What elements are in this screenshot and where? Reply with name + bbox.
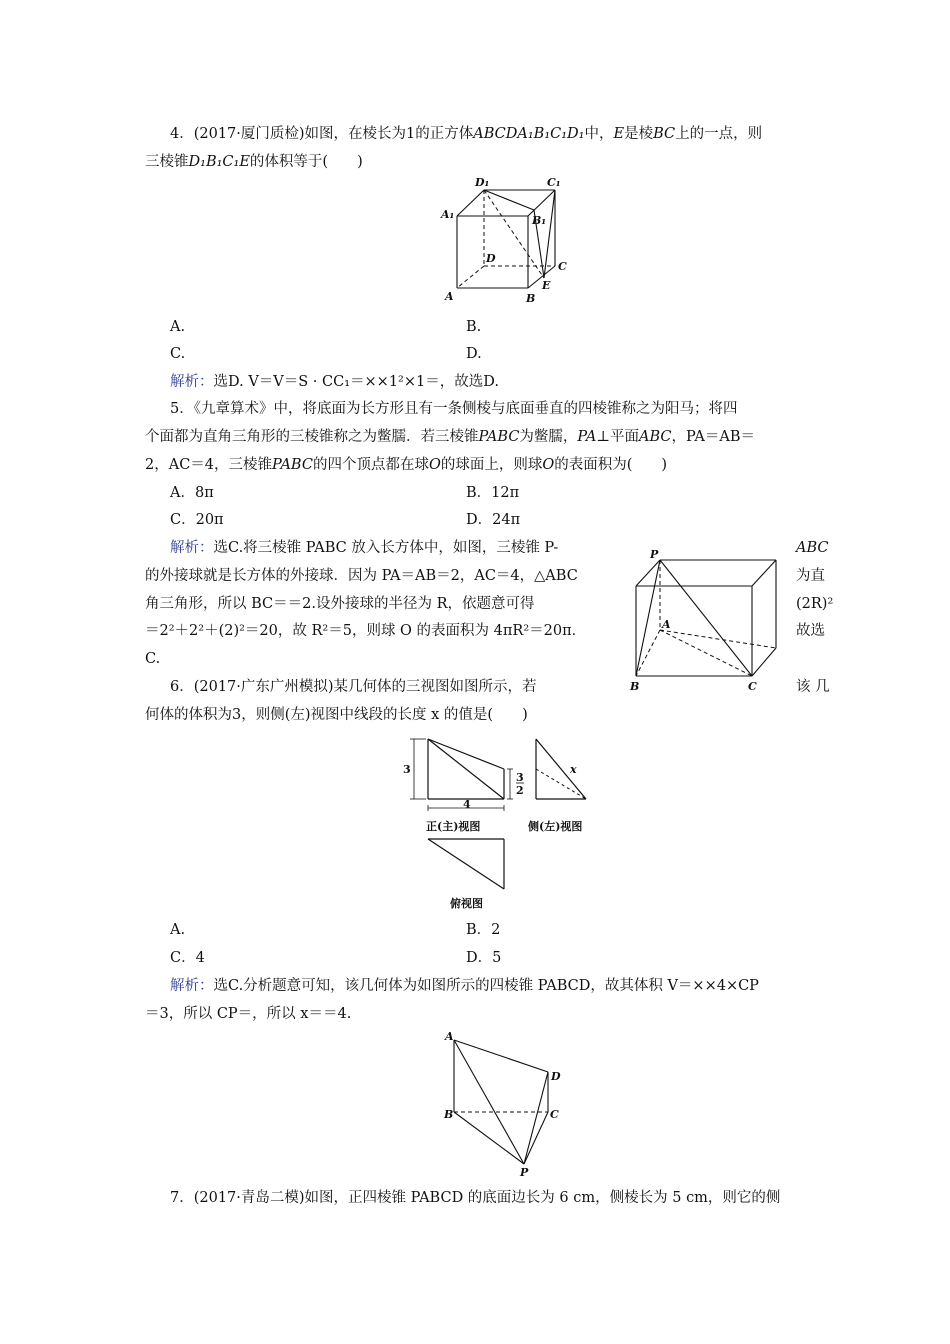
q6-caption-front: 正(主)视图 — [426, 820, 481, 833]
q5-label-b: B — [630, 680, 640, 693]
q4-label-c: C — [558, 260, 567, 273]
q6-option-a: A. — [170, 922, 186, 938]
q5-option-d: D．24π — [466, 512, 521, 528]
q6-stem-line1: 6．(2017·广东广州模拟)某几何体的三视图如图所示，若 — [170, 679, 537, 695]
q5-solution-right4: 故选 — [796, 623, 825, 639]
q6-solution-text: 选C.分析题意可知，该几何体为如图所示的四棱锥 PABCD，故其体积 V＝××4×CP — [213, 978, 759, 994]
q6-stem-line2: 何体的体积为3，则侧(左)视图中线段的长度 x 的值是( ) — [145, 707, 528, 723]
q6-dim-x: x — [570, 763, 577, 776]
solution-label: 解析： — [170, 978, 214, 994]
q5-text: ⊥平面 — [596, 429, 639, 445]
q6-option-c: C．4 — [170, 950, 205, 966]
q4-tetra-name: D₁B₁C₁E — [188, 154, 250, 170]
q6-caption-side: 侧(左)视图 — [528, 820, 583, 833]
q4-text: 上的一点，则 — [675, 126, 763, 142]
q4-label-a: A — [445, 290, 454, 303]
solution-label: 解析： — [170, 540, 214, 556]
q4-text: 中， — [584, 126, 614, 142]
q5-text: 的表面积为( ) — [554, 457, 668, 473]
q6-label-d: D — [551, 1070, 561, 1083]
q4-label-d: D — [486, 252, 496, 265]
q6-option-d: D．5 — [466, 950, 502, 966]
q5-stem-line2 — [145, 427, 755, 447]
q6-three-views-figure — [400, 735, 620, 915]
q4-option-d: D. — [466, 346, 482, 362]
q6-pyramid-figure — [440, 1030, 570, 1180]
q4-cube-figure — [440, 178, 580, 318]
q4-option-c: C. — [170, 346, 186, 362]
q5-option-c: C．20π — [170, 512, 224, 528]
q6-dim-frac-num: 3 — [516, 771, 524, 784]
q6-dim-width: 4 — [463, 798, 471, 811]
q6-dim-height: 3 — [403, 763, 411, 776]
q5-label-c: C — [748, 680, 757, 693]
q5-option-b: B．12π — [466, 485, 520, 501]
q4-text: 三棱锥 — [145, 154, 189, 170]
q4-solution-text: 选D. V＝V＝S · CC₁＝××1²×1＝，故选D. — [213, 374, 499, 390]
q4-cube-name: ABCDA₁B₁C₁D₁ — [473, 126, 585, 142]
q5-solution-right1 — [796, 538, 829, 558]
q6-solution-line1 — [170, 976, 759, 996]
q5-solution-line1 — [170, 538, 558, 558]
solution-label: 解析： — [170, 374, 214, 390]
q4-stem-line2 — [145, 152, 363, 172]
q7-stem-line1: 7．(2017·青岛二模)如图，正四棱锥 PABCD 的底面边长为 6 cm，侧棱长为 5 cm，则它的侧 — [170, 1190, 781, 1206]
q4-edge-bc: BC — [653, 126, 676, 142]
q6-label-b: B — [444, 1108, 454, 1121]
q5-solution-line5: C. — [145, 651, 161, 667]
q6-caption-top: 俯视图 — [450, 897, 483, 910]
q4-option-a: A. — [170, 319, 186, 335]
q5-var: PA — [577, 429, 597, 445]
q5-var: PABC — [478, 429, 520, 445]
q4-label-c1: C₁ — [547, 176, 561, 189]
q5-text: 为鳖臑， — [519, 429, 578, 445]
q4-stem-line1 — [170, 124, 762, 144]
q5-text: 2，AC＝4，三棱锥 — [145, 457, 273, 473]
q5-box-figure — [628, 548, 788, 696]
q4-label-b1: B₁ — [532, 214, 547, 227]
q4-text: 4．(2017·厦门质检)如图，在棱长为1的正方体 — [170, 126, 474, 142]
q5-var: ABC — [638, 429, 672, 445]
q5-text: ，PA＝AB＝ — [671, 429, 755, 445]
q5-text: 个面都为直角三角形的三棱锥称之为鳖臑．若三棱锥 — [145, 429, 479, 445]
q6-solution-line2: ＝3，所以 CP＝，所以 x＝＝4. — [145, 1006, 352, 1022]
q4-point-e: E — [613, 126, 625, 142]
q5-label-a: A — [662, 618, 671, 631]
q5-label-p: P — [650, 548, 659, 561]
q6-dim-frac-den: 2 — [516, 784, 524, 797]
q5-var: ABC — [796, 540, 829, 556]
q4-label-a1: A₁ — [441, 208, 455, 221]
q4-label-d1: D₁ — [475, 176, 490, 189]
q4-label-b: B — [526, 292, 536, 305]
q5-solution-right2: 为直 — [796, 568, 825, 584]
q5-var: O — [542, 457, 555, 473]
q6-option-b: B．2 — [466, 922, 501, 938]
q5-solution-line3: 角三角形，所以 BC＝＝2.设外接球的半径为 R，依题意可得 — [145, 596, 535, 612]
q5-stem-line3 — [145, 455, 667, 475]
q5-stem-line1: 5．《九章算术》中，将底面为长方形且有一条侧棱与底面垂直的四棱锥称之为阳马；将四 — [170, 401, 738, 417]
q4-text: 是棱 — [624, 126, 654, 142]
q5-solution-right3: (2R)² — [796, 596, 834, 612]
q6-stem-line1-right: 该 几 — [796, 679, 830, 695]
q6-label-p: P — [520, 1166, 529, 1179]
q4-label-e: E — [542, 279, 551, 292]
q6-label-c: C — [550, 1108, 559, 1121]
q6-label-a: A — [445, 1030, 454, 1043]
q4-solution — [170, 372, 499, 392]
q5-solution-text: 选C.将三棱锥 PABC 放入长方体中，如图，三棱锥 P- — [213, 540, 559, 556]
q4-option-b: B. — [466, 319, 482, 335]
q5-solution-line2: 的外接球就是长方体的外接球．因为 PA＝AB＝2，AC＝4，△ABC — [145, 568, 578, 584]
q5-var: PABC — [272, 457, 313, 473]
q5-text: 的球面上，则球 — [440, 457, 543, 473]
q5-var: O — [428, 457, 441, 473]
q5-text: 的四个顶点都在球 — [312, 457, 429, 473]
q5-solution-line4: ＝2²＋2²＋(2)²＝20，故 R²＝5，则球 O 的表面积为 4πR²＝20π． — [145, 623, 587, 639]
q4-text: 的体积等于( ) — [249, 154, 363, 170]
q5-option-a: A．8π — [170, 485, 214, 501]
